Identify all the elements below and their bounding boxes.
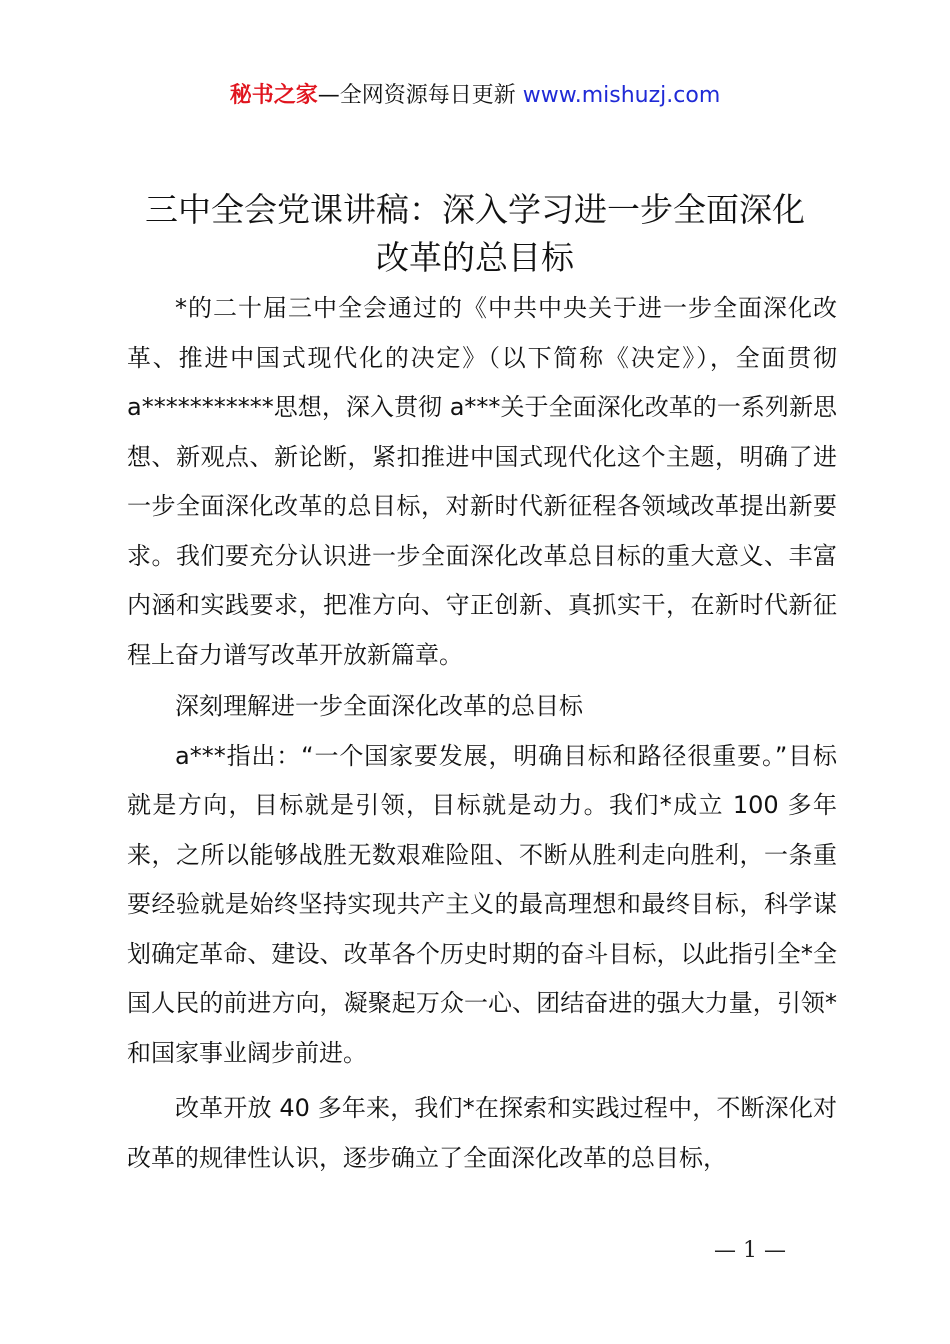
site-link[interactable]: www.mishuzj.com — [522, 83, 721, 108]
paragraph-intro: *的二十届三中全会通过的《中共中央关于进一步全面深化改革、推进中国式现代化的决定》（以下简称《决定》），全面贯彻 a***********思想，深入贯彻 a***关于全面深化改革的一系列新思想、新观点、新论断，紧扣推进中国式现代化这个主题，明确了进一步全面深化改革的总目标，对新时代新征程各领域改革提出新要求。我们要充分认识进一步全面深化改革总目标的重大意义、丰富内涵和实践要求，把准方向、守正创新、真抓实干，在新时代新征程上奋力谱写改革开放新篇章。 — [127, 294, 837, 669]
title-line-2: 改革的总目标 — [376, 238, 574, 277]
document-body — [127, 284, 837, 1183]
document-title — [60, 186, 890, 282]
section-heading: 深刻理解进一步全面深化改革的总目标 — [175, 692, 583, 720]
page-number: — 1 — — [714, 1238, 786, 1263]
paragraph-reform: 改革开放 40 多年来，我们*在探索和实践过程中，不断深化对改革的规律性认识，逐步确立了全面深化改革的总目标， — [127, 1094, 837, 1172]
brand-name: 秘书之家 — [229, 83, 318, 108]
site-header — [0, 80, 950, 112]
header-tagline: —全网资源每日更新 — [317, 83, 523, 108]
paragraph-goal: a***指出：“一个国家要发展，明确目标和路径很重要。”目标就是方向，目标就是引领，目标就是动力。我们*成立 100 多年来，之所以能够战胜无数艰难险阻、不断从胜利走向胜利，一条重要经验就是始终坚持实现共产主义的最高理想和最终目标，科学谋划确定革命、建设、改革各个历史时期的奋斗目标，以此指引全*全国人民的前进方向，凝聚起万众一心、团结奋进的强大力量，引领*和国家事业阔步前进。 — [127, 741, 837, 1067]
title-line-1: 三中全会党课讲稿：深入学习进一步全面深化 — [145, 190, 805, 229]
